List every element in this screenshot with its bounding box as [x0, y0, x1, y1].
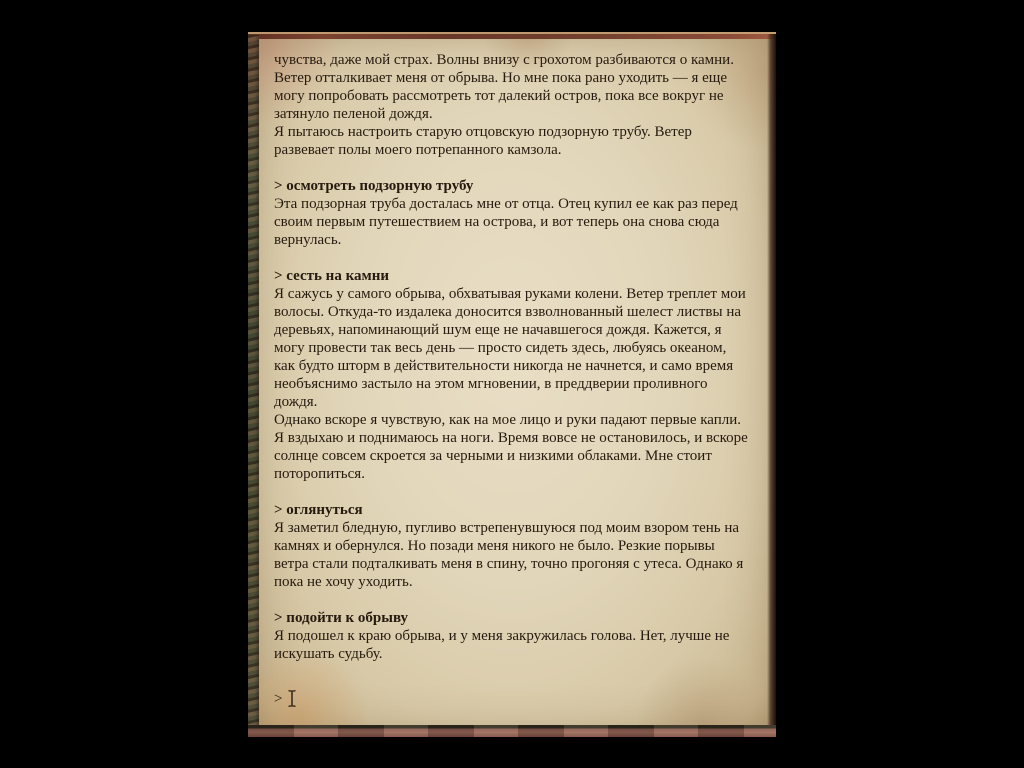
- story-paragraph: чувства, даже мой страх. Волны внизу с грохотом разбиваются о камни. Ветер отталкивает меня от обрыва. Но мне пока рано уходить — я еще могу попробовать рассмотреть тот далекий остров, пока все вокруг не затянуло пеленой дождя.: [274, 52, 734, 122]
- story-entry: [274, 501, 750, 591]
- story-entry: [274, 267, 750, 483]
- page-binding-edge: [248, 35, 259, 728]
- page-right-edge: [767, 34, 776, 729]
- story-paragraph: Однако вскоре я чувствую, как на мое лицо и руки падают первые капли. Я вздыхаю и поднимаюсь на ноги. Время вовсе не остановилось, и вскоре солнце совсем скроется за черными и низкими облаками. Мне стоит поторопиться.: [274, 412, 748, 482]
- story-entry: [274, 177, 750, 249]
- story-paragraph: Я пытаюсь настроить старую отцовскую подзорную трубу. Ветер развевает полы моего потрепанного камзола.: [274, 124, 692, 158]
- player-command: > сесть на камни: [274, 268, 389, 284]
- story-paragraph: Я подошел к краю обрыва, и у меня закружилась голова. Нет, лучше не искушать судьбу.: [274, 628, 730, 662]
- text-cursor-icon: [287, 689, 297, 708]
- player-command: > подойти к обрыву: [274, 610, 409, 626]
- command-input[interactable]: [274, 689, 750, 708]
- prompt-symbol: >: [274, 690, 283, 707]
- player-command: > оглянуться: [274, 502, 363, 518]
- parchment-page: [248, 32, 776, 737]
- page-bottom-edge: [248, 725, 776, 737]
- story-paragraph: Я сажусь у самого обрыва, обхватывая руками колени. Ветер треплет мои волосы. Откуда-то издалека доносится взволнованный шелест листвы на деревьях, напоминающий шум еще не начавшегося дождя. Кажется, я могу провести так весь день — просто сидеть здесь, любуясь океаном, как будто шторм в действительности никогда не начнется, и само время необъяснимо застыло на этом мгновении, в преддверии проливного дождя.: [274, 286, 746, 410]
- story-paragraph: Эта подзорная труба досталась мне от отца. Отец купил ее как раз перед своим первым путешествием на острова, и вот теперь она снова сюда вернулась.: [274, 196, 738, 248]
- story-text: [274, 51, 750, 708]
- page-top-edge: [248, 32, 776, 39]
- story-paragraph: Я заметил бледную, пугливо встрепенувшуюся под моим взором тень на камнях и обернулся. Но позади меня никого не было. Резкие порывы ветра стали подталкивать меня в спину, точно прогоняя с утеса. Однако я пока не хочу уходить.: [274, 520, 744, 590]
- player-command: > осмотреть подзорную трубу: [274, 178, 474, 194]
- story-entry: [274, 609, 750, 663]
